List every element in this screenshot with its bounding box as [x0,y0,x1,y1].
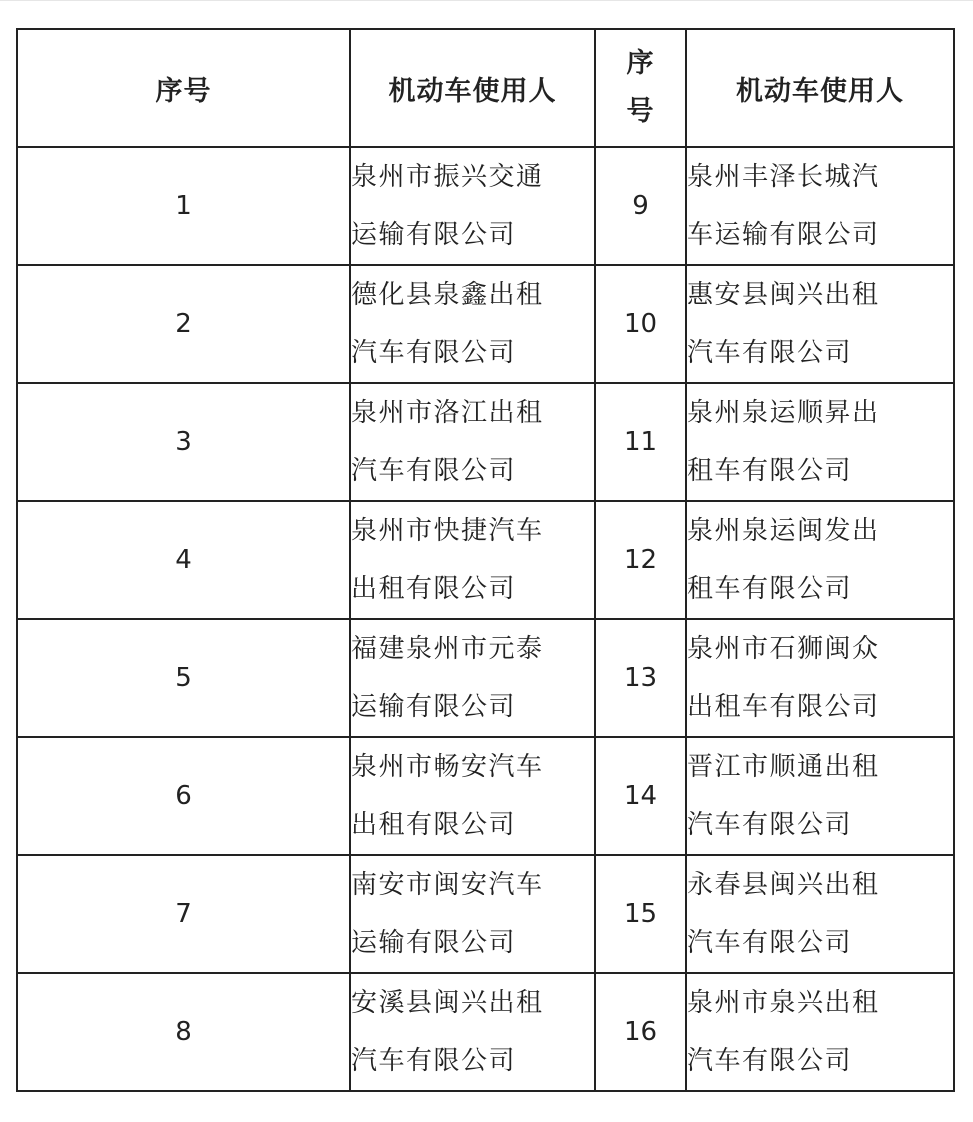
user-name-line: 出租有限公司 [351,574,517,604]
table-row [17,855,954,973]
left-user-cell [350,265,595,383]
user-name-line: 汽车有限公司 [687,338,853,368]
user-name-line: 汽车有限公司 [687,810,853,840]
user-name-line: 出租车有限公司 [687,692,880,722]
user-name-line: 泉州市快捷汽车 [351,516,544,546]
right-user-cell [686,265,954,383]
left-serial-cell: 1 [17,147,350,265]
header-user-right: 机动车使用人 [686,29,954,147]
right-user-cell [686,855,954,973]
user-name-line: 南安市闽安汽车 [351,870,544,900]
user-name-line: 泉州市洛江出租 [351,398,544,428]
table-row [17,973,954,1091]
right-serial-cell: 14 [595,737,686,855]
left-user-cell [350,855,595,973]
table-row [17,501,954,619]
user-name-line: 运输有限公司 [351,928,517,958]
left-serial-cell: 4 [17,501,350,619]
table-row [17,619,954,737]
user-name-line: 泉州泉运顺昇出 [687,398,880,428]
right-serial-cell: 11 [595,383,686,501]
user-name-line: 汽车有限公司 [687,928,853,958]
user-name-line: 运输有限公司 [351,692,517,722]
left-user-cell [350,619,595,737]
user-name-line: 泉州丰泽长城汽 [687,162,880,192]
table-row [17,383,954,501]
user-name-line: 泉州市泉兴出租 [687,988,880,1018]
vehicle-user-table [16,28,955,1092]
user-name-line: 出租有限公司 [351,810,517,840]
left-user-cell [350,973,595,1091]
right-user-cell [686,383,954,501]
user-name-line: 汽车有限公司 [687,1046,853,1076]
right-serial-cell: 9 [595,147,686,265]
right-serial-cell: 13 [595,619,686,737]
user-name-line: 德化县泉鑫出租 [351,280,544,310]
left-serial-cell: 2 [17,265,350,383]
right-user-cell [686,147,954,265]
left-serial-cell: 5 [17,619,350,737]
header-serial-left: 序号 [17,29,350,147]
right-user-cell [686,501,954,619]
right-serial-cell: 16 [595,973,686,1091]
user-name-line: 安溪县闽兴出租 [351,988,544,1018]
user-name-line: 泉州泉运闽发出 [687,516,880,546]
user-name-line: 惠安县闽兴出租 [687,280,880,310]
user-name-line: 汽车有限公司 [351,338,517,368]
header-serial-right [595,29,686,147]
user-name-line: 运输有限公司 [351,220,517,250]
table-row [17,737,954,855]
user-name-line: 福建泉州市元泰 [351,634,544,664]
user-name-line: 汽车有限公司 [351,1046,517,1076]
right-serial-cell: 15 [595,855,686,973]
user-name-line: 泉州市石狮闽众 [687,634,880,664]
user-name-line: 晋江市顺通出租 [687,752,880,782]
user-name-line: 泉州市振兴交通 [351,162,544,192]
user-name-line: 永春县闽兴出租 [687,870,880,900]
right-user-cell [686,619,954,737]
header-row [17,29,954,147]
user-name-line: 车运输有限公司 [687,220,880,250]
user-name-line: 租车有限公司 [687,456,853,486]
top-divider [0,0,973,1]
right-user-cell [686,973,954,1091]
left-user-cell [350,147,595,265]
left-user-cell [350,383,595,501]
left-serial-cell: 8 [17,973,350,1091]
header-serial-right-line-2: 号 [626,96,655,127]
left-serial-cell: 3 [17,383,350,501]
user-name-line: 汽车有限公司 [351,456,517,486]
left-serial-cell: 7 [17,855,350,973]
header-user-left: 机动车使用人 [350,29,595,147]
left-user-cell [350,737,595,855]
header-serial-right-line-1: 序 [626,48,655,79]
right-serial-cell: 12 [595,501,686,619]
left-user-cell [350,501,595,619]
right-serial-cell: 10 [595,265,686,383]
right-user-cell [686,737,954,855]
table-row [17,147,954,265]
left-serial-cell: 6 [17,737,350,855]
user-name-line: 租车有限公司 [687,574,853,604]
table-row [17,265,954,383]
user-name-line: 泉州市畅安汽车 [351,752,544,782]
